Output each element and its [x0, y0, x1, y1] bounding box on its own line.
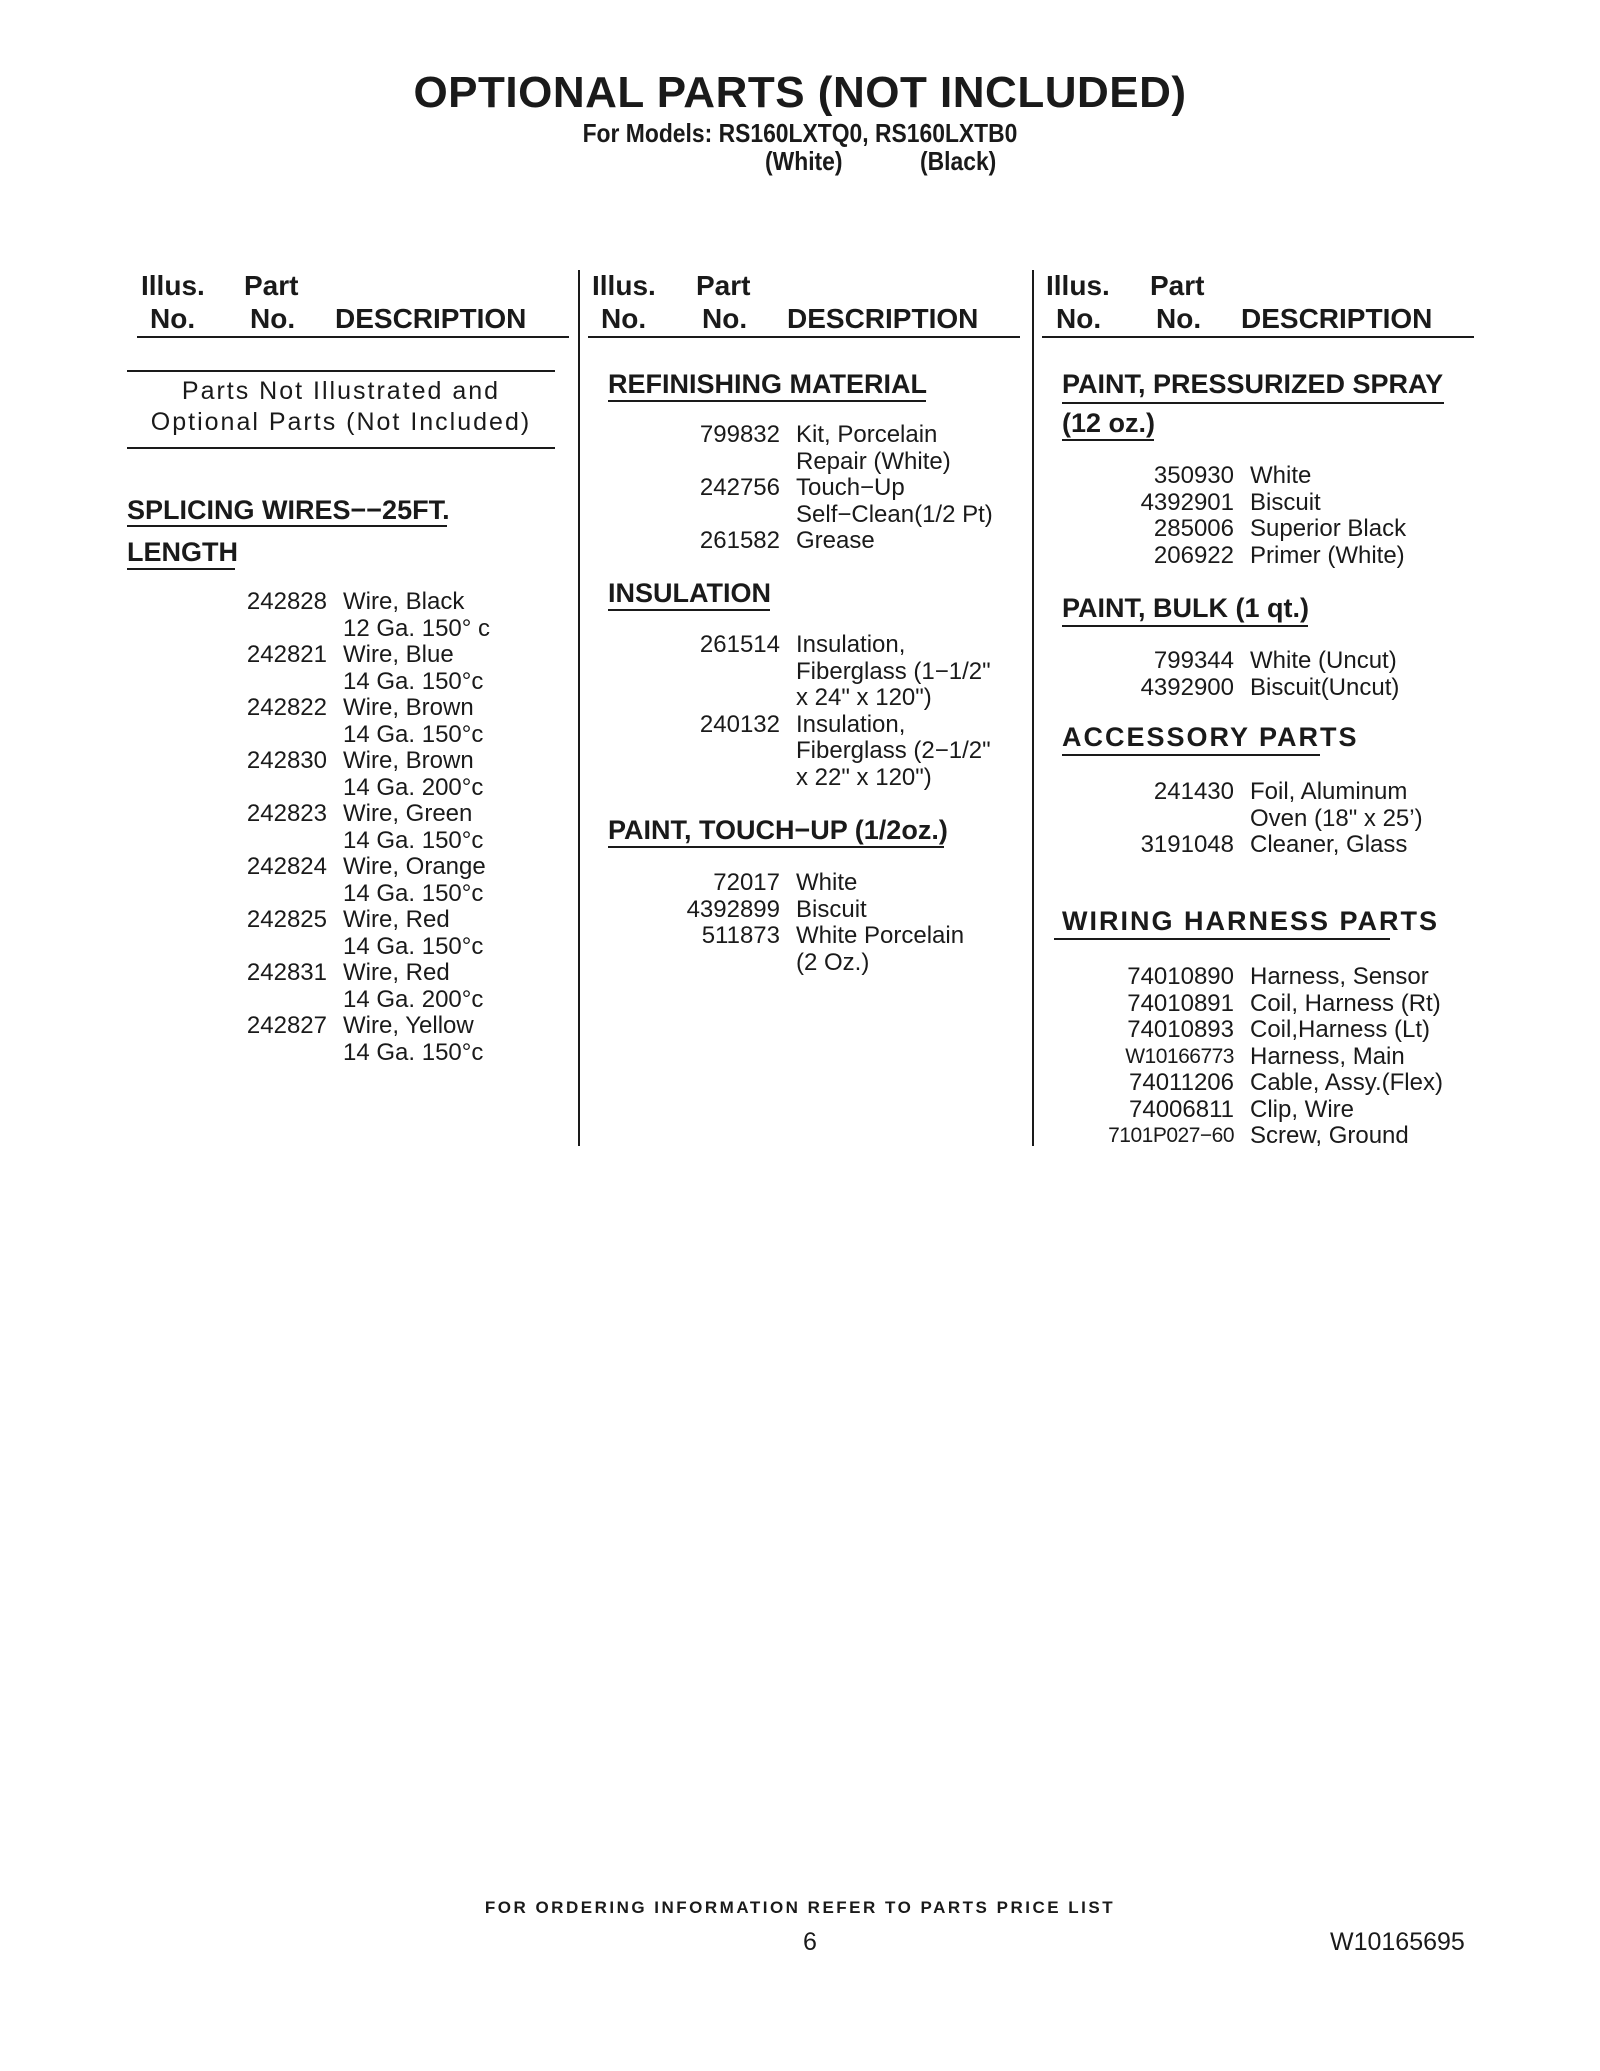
page-title: OPTIONAL PARTS (NOT INCLUDED) — [413, 68, 1187, 117]
header-description: DESCRIPTION — [335, 303, 527, 334]
section-title-line: ACCESSORY PARTS — [1062, 722, 1359, 752]
model-color-black: (Black) — [920, 146, 997, 176]
part-number: 242825 — [246, 906, 327, 933]
section-underline — [608, 400, 926, 402]
list-item — [1034, 991, 1443, 1018]
list-item — [1034, 832, 1423, 859]
part-number: 4392901 — [1140, 488, 1234, 516]
list-item — [1034, 1097, 1443, 1124]
list-item — [580, 632, 991, 712]
part-description: Harness, Sensor — [1250, 963, 1429, 990]
section-title — [608, 814, 948, 846]
section-title-line: PAINT, BULK (1 qt.) — [1062, 593, 1309, 623]
column-1 — [127, 270, 567, 1150]
notice-rule — [127, 447, 555, 449]
part-number: 242822 — [246, 694, 327, 721]
header-rule — [137, 336, 569, 338]
part-number: 4392900 — [1140, 673, 1234, 701]
part-number: 74010891 — [1127, 989, 1234, 1017]
part-number: 261582 — [699, 527, 780, 554]
list-item — [1034, 1044, 1443, 1071]
part-number: 350930 — [1153, 462, 1234, 489]
list-item — [1034, 648, 1399, 675]
part-description: Coil,Harness (Lt) — [1250, 1016, 1431, 1043]
part-number: 241430 — [1153, 778, 1234, 805]
list-item — [1034, 779, 1423, 832]
ordering-note: FOR ORDERING INFORMATION REFER TO PARTS PRICE LIST — [484, 1898, 1116, 1917]
part-description: Clip, Wire — [1250, 1095, 1355, 1123]
section-title — [1062, 592, 1309, 624]
section-title-line: PAINT, TOUCH−UP (1/2oz.) — [608, 815, 948, 845]
column-3 — [1034, 270, 1474, 1150]
list-item — [1034, 964, 1443, 991]
part-number: 799832 — [699, 421, 780, 448]
part-description: Wire, Red 14 Ga. 150°c — [343, 906, 484, 960]
section-title-line: INSULATION — [608, 578, 771, 608]
list-item — [580, 712, 991, 792]
part-description: White — [796, 869, 858, 896]
section-title-line: (12 oz.) — [1062, 408, 1156, 438]
part-number: 242823 — [246, 800, 327, 827]
part-description: Screw, Ground — [1250, 1122, 1409, 1149]
part-description: Harness, Main — [1250, 1042, 1405, 1070]
part-description: White (Uncut) — [1250, 647, 1397, 674]
part-number: 261514 — [699, 631, 780, 658]
section-title — [127, 536, 238, 568]
part-description: Biscuit — [796, 895, 867, 923]
list-item — [580, 923, 964, 976]
part-number: 72017 — [713, 869, 780, 896]
part-number: 511873 — [701, 922, 780, 949]
section-underline — [127, 568, 235, 570]
part-description: Wire, Green 14 Ga. 150°c — [343, 800, 484, 854]
header-illus: Illus. — [141, 270, 205, 301]
part-description: Primer (White) — [1250, 541, 1405, 569]
part-description: Foil, Aluminum Oven (18" x 25’) — [1250, 778, 1423, 832]
part-number: 799344 — [1153, 647, 1234, 674]
part-description: Biscuit(Uncut) — [1250, 673, 1400, 701]
part-description: Insulation, Fiberglass (2−1/2" x 22" x 120") — [796, 710, 991, 791]
list-item — [580, 528, 993, 555]
part-description: White Porcelain (2 Oz.) — [796, 922, 965, 976]
part-number: 4392899 — [686, 895, 780, 923]
part-description: White — [1250, 462, 1312, 489]
header-description: DESCRIPTION — [1241, 303, 1433, 334]
list-item — [1034, 463, 1406, 490]
header-no: No. — [250, 303, 296, 334]
list-item — [127, 1013, 490, 1066]
list-item — [1034, 1017, 1443, 1044]
part-number: 242831 — [246, 959, 327, 986]
document-number: W10165695 — [1330, 1928, 1465, 1956]
part-description: Wire, Orange 14 Ga. 150°c — [343, 853, 486, 907]
header-part: Part — [696, 270, 751, 301]
section-underline — [1062, 754, 1320, 756]
parts-list — [580, 870, 964, 976]
part-description: Coil, Harness (Rt) — [1250, 989, 1441, 1017]
not-illustrated-notice — [127, 376, 555, 438]
list-item — [1034, 1070, 1443, 1097]
notice-line: Parts Not Illustrated and — [181, 377, 501, 405]
section-underline — [1062, 625, 1308, 627]
section-underline — [608, 846, 944, 848]
part-number: 242828 — [246, 588, 327, 615]
part-number: 74006811 — [1129, 1095, 1234, 1123]
header-rule — [588, 336, 1020, 338]
part-number: 242827 — [246, 1012, 327, 1039]
parts-list — [1034, 648, 1399, 701]
part-number: W10166773 — [1125, 1044, 1234, 1068]
part-number: 7101P027−60 — [1108, 1124, 1234, 1147]
list-item — [127, 801, 490, 854]
list-item — [127, 960, 490, 1013]
part-description: Cable, Assy.(Flex) — [1250, 1069, 1443, 1096]
section-title — [1062, 368, 1443, 400]
section-underline — [608, 609, 770, 611]
list-item — [127, 748, 490, 801]
section-title-line: SPLICING WIRES−−25FT. — [127, 495, 450, 525]
section-underline — [1062, 439, 1154, 441]
parts-list — [1034, 964, 1443, 1150]
part-number: 74011206 — [1129, 1069, 1234, 1096]
part-description: Biscuit — [1250, 488, 1321, 516]
section-title-line: WIRING HARNESS PARTS — [1062, 906, 1440, 936]
part-description: Cleaner, Glass — [1250, 831, 1408, 858]
part-number: 242821 — [246, 641, 327, 668]
part-description: Superior Black — [1250, 515, 1407, 542]
parts-list — [580, 632, 991, 791]
list-item — [127, 642, 490, 695]
section-title — [608, 577, 771, 609]
header-no: No. — [1056, 303, 1102, 334]
section-title — [608, 368, 927, 400]
header-no: No. — [601, 303, 647, 334]
part-number: 74010890 — [1127, 963, 1234, 990]
list-item — [127, 907, 490, 960]
part-description: Grease — [796, 527, 875, 554]
list-item — [1034, 543, 1406, 570]
header-illus: Illus. — [1046, 270, 1110, 301]
part-number: 242756 — [699, 474, 780, 501]
header-no: No. — [1156, 303, 1202, 334]
part-number: 242824 — [246, 853, 327, 880]
part-number: 242830 — [246, 747, 327, 774]
section-title — [1062, 905, 1439, 937]
parts-list — [1034, 463, 1406, 569]
parts-list — [1034, 779, 1423, 859]
column-2 — [580, 270, 1020, 1150]
part-number: 206922 — [1153, 541, 1234, 569]
list-item — [1034, 490, 1406, 517]
list-item — [127, 695, 490, 748]
part-description: Wire, Red 14 Ga. 200°c — [343, 959, 484, 1013]
list-item — [1034, 675, 1399, 702]
parts-list — [127, 589, 490, 1066]
section-title — [127, 494, 450, 526]
section-underline — [1062, 402, 1444, 404]
part-description: Wire, Black 12 Ga. 150° c — [343, 588, 491, 642]
header-description: DESCRIPTION — [787, 303, 979, 334]
part-number: 74010893 — [1127, 1016, 1234, 1043]
list-item — [127, 854, 490, 907]
header-no: No. — [150, 303, 196, 334]
list-item — [580, 475, 993, 528]
notice-rule — [127, 370, 555, 372]
part-number: 3191048 — [1140, 831, 1234, 858]
section-title-line: REFINISHING MATERIAL — [608, 369, 927, 399]
page-number: 6 — [803, 1928, 817, 1956]
part-number: 285006 — [1153, 515, 1234, 542]
part-description: Wire, Yellow 14 Ga. 150°c — [343, 1012, 484, 1066]
section-underline — [1054, 938, 1390, 940]
part-description: Kit, Porcelain Repair (White) — [796, 421, 951, 475]
section-title — [1062, 407, 1155, 439]
section-title-line: LENGTH — [127, 537, 238, 567]
list-item — [1034, 516, 1406, 543]
part-number: 240132 — [699, 710, 780, 738]
notice-line: Optional Parts (Not Included) — [150, 408, 532, 436]
header-part: Part — [1150, 270, 1205, 301]
header-illus: Illus. — [592, 270, 656, 301]
list-item — [580, 897, 964, 924]
part-description: Wire, Brown 14 Ga. 200°c — [343, 747, 484, 801]
header-rule — [1042, 336, 1474, 338]
section-underline — [127, 525, 447, 527]
part-description: Wire, Brown 14 Ga. 150°c — [343, 694, 484, 748]
list-item — [127, 589, 490, 642]
model-color-white: (White) — [765, 146, 843, 176]
part-description: Insulation, Fiberglass (1−1/2" x 24" x 120") — [796, 631, 991, 711]
part-description: Wire, Blue 14 Ga. 150°c — [343, 641, 484, 695]
header-part: Part — [244, 270, 299, 301]
section-title — [1062, 721, 1359, 753]
models-line: For Models: RS160LXTQ0, RS160LXTB0 — [582, 118, 1018, 148]
list-item — [580, 870, 964, 897]
header-no: No. — [702, 303, 748, 334]
list-item — [1034, 1123, 1443, 1150]
parts-list — [580, 422, 993, 555]
list-item — [580, 422, 993, 475]
section-title-line: PAINT, PRESSURIZED SPRAY — [1062, 369, 1444, 399]
part-description: Touch−Up Self−Clean(1/2 Pt) — [796, 474, 993, 528]
